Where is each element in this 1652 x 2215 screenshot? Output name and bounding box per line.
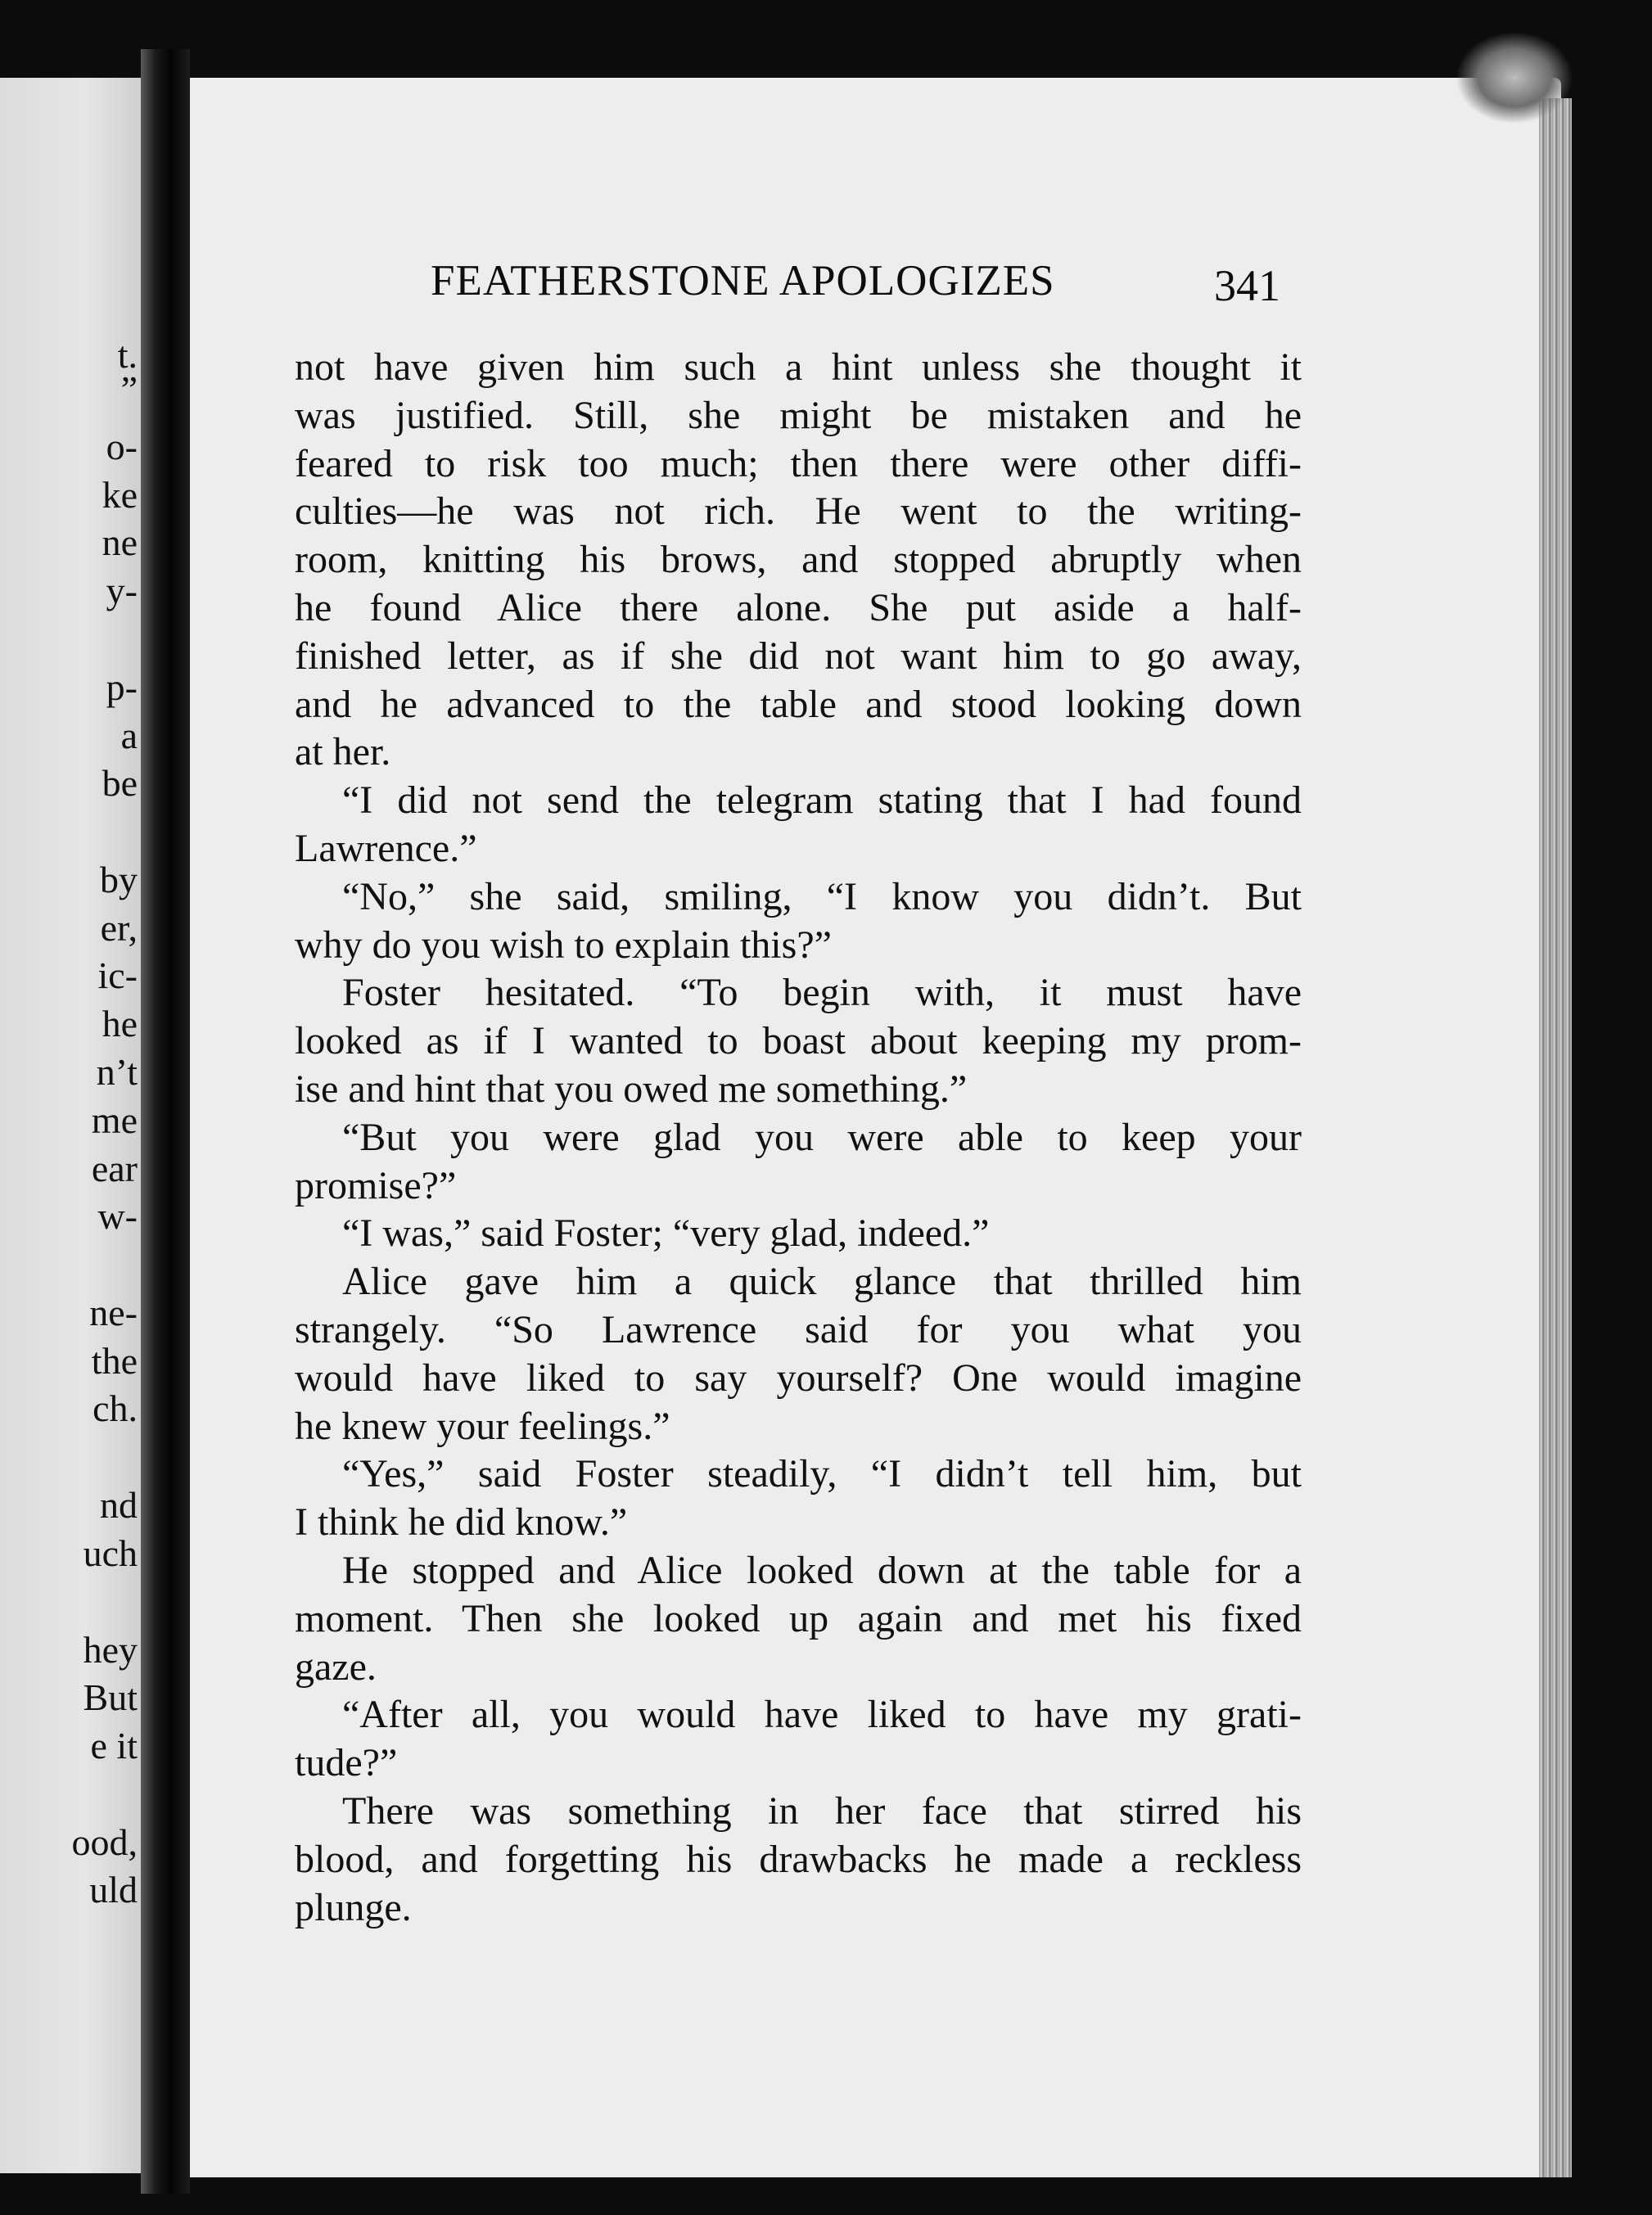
text-line: “I did not send the telegram stating that I had found (342, 778, 1302, 823)
text-line: blood, and forgetting his drawbacks he made a reckless (295, 1837, 1302, 1881)
left-fragment: ic- (97, 954, 138, 996)
left-fragment: uch (83, 1532, 138, 1574)
text-line: “But you were glad you were able to keep your (342, 1115, 1302, 1159)
left-fragment: y- (106, 570, 138, 611)
text-line: not have given him such a hint unless she thought it (295, 345, 1302, 389)
text-line: he knew your feelings.” (295, 1404, 670, 1448)
left-fragment: by (100, 859, 138, 900)
left-fragment: t. (117, 334, 138, 376)
left-fragment: ood, (71, 1821, 138, 1863)
left-fragment: hey (83, 1629, 138, 1671)
text-line: Lawrence.” (295, 826, 477, 870)
book-gutter (141, 49, 190, 2194)
left-fragment: ne- (89, 1292, 138, 1333)
text-line: at her. (295, 730, 391, 774)
left-fragment: ne (102, 521, 138, 563)
left-fragment: ke (102, 474, 138, 516)
text-line: He stopped and Alice looked down at the table for a (342, 1548, 1302, 1592)
left-fragment: p- (106, 666, 138, 708)
text-line: culties—he was not rich. He went to the writing- (295, 489, 1302, 534)
text-line: There was something in her face that stirred his (342, 1789, 1302, 1833)
text-line: “I was,” said Foster; “very glad, indeed.” (342, 1211, 990, 1256)
text-line: strangely. “So Lawrence said for you what you (295, 1307, 1302, 1351)
text-line: gaze. (295, 1644, 377, 1689)
text-line: would have liked to say yourself? One would imagine (295, 1356, 1302, 1400)
text-line: “No,” she said, smiling, “I know you didn’t. But (342, 874, 1302, 918)
left-fragment: e it (90, 1725, 138, 1766)
text-line: why do you wish to explain this?” (295, 923, 832, 967)
running-head: FEATHERSTONE APOLOGIZES (431, 257, 1055, 305)
text-line: “Yes,” said Foster steadily, “I didn’t tell him, but (342, 1452, 1302, 1496)
text-line: I think he did know.” (295, 1500, 628, 1545)
torn-corner (1457, 33, 1572, 123)
text-line: plunge. (295, 1885, 412, 1929)
text-line: he found Alice there alone. She put aside a half- (295, 585, 1302, 629)
text-line: and he advanced to the table and stood looking down (295, 682, 1302, 726)
text-line: room, knitting his brows, and stopped abruptly when (295, 538, 1302, 582)
left-fragment: he (102, 1003, 138, 1044)
text-line: moment. Then she looked up again and met his fixed (295, 1596, 1302, 1640)
left-fragment: uld (89, 1869, 138, 1910)
text-line: promise?” (295, 1163, 457, 1207)
text-line: tude?” (295, 1741, 398, 1785)
text-line: feared to risk too much; then there were other diffi- (295, 441, 1302, 485)
left-fragment: me (91, 1099, 138, 1141)
left-fragment: be (102, 762, 138, 804)
left-fragment: ” (120, 368, 138, 410)
text-line: “After all, you would have liked to have my grati- (342, 1693, 1302, 1737)
left-fragment: nd (100, 1484, 138, 1526)
left-fragment: a (120, 715, 138, 756)
left-fragment: w- (97, 1195, 138, 1237)
text-line: was justified. Still, she might be mistaken and he (295, 393, 1302, 437)
left-fragment: ch. (93, 1387, 138, 1429)
left-fragment: n’t (96, 1051, 138, 1093)
left-fragment: ear (91, 1148, 138, 1189)
text-line: Foster hesitated. “To begin with, it must have (342, 971, 1302, 1015)
page-edge (1539, 98, 1572, 2177)
left-fragment: But (83, 1676, 138, 1718)
page-number: 341 (1214, 261, 1280, 310)
text-line: finished letter, as if she did not want him to go away, (295, 634, 1302, 678)
left-fragment: er, (100, 907, 138, 949)
left-fragment: o- (106, 426, 138, 467)
left-fragment: the (91, 1340, 138, 1382)
text-line: ise and hint that you owed me something.” (295, 1067, 968, 1111)
text-line: looked as if I wanted to boast about keeping my prom- (295, 1019, 1302, 1063)
body-text (295, 344, 1302, 1932)
text-line: Alice gave him a quick glance that thrilled him (342, 1260, 1302, 1304)
left-page-edge (0, 78, 141, 2173)
